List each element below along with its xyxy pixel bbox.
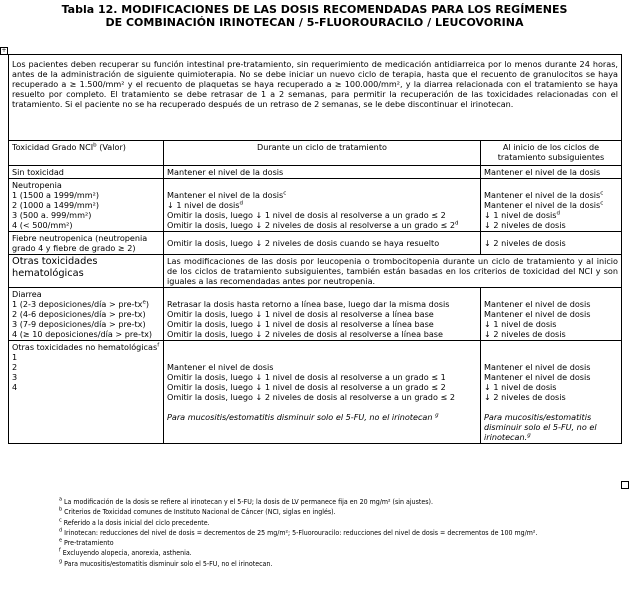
cell-during: Mantener el nivel de la dosis bbox=[164, 166, 481, 179]
footnote: $^e$ Pre-tratamiento bbox=[59, 537, 114, 548]
table-move-handle-icon[interactable]: + bbox=[1, 47, 7, 54]
table-row bbox=[9, 341, 622, 444]
footnote: $^a$ La modificación de la dosis se refiere al irinotecan y el 5-FU; la dosis de LV permanece fija en 20 mg/m² (sin ajustes). bbox=[59, 496, 433, 506]
cell-start: Mantener el nivel de la dosis$^c$ Mantener el nivel de la dosis$^c$ ↓ 1 nivel de dosis$^d$ ↓ 2 niveles de dosis bbox=[481, 179, 622, 232]
cell-start: ↓ 2 niveles de dosis bbox=[481, 232, 622, 255]
cell-otras-hemato-text: Las modificaciones de las dosis por leucopenia o trombocitopenia durante un ciclo de tratamiento y al inicio de los ciclos de tratamiento subsiguientes, también están basadas en los criterios de toxicidad del NCI y son iguales a las recomendadas antes por neutropenia. bbox=[164, 255, 622, 288]
header-toxicity: Toxicidad Grado NCI$^b$ (Valor) bbox=[9, 141, 164, 166]
title-line-1: Tabla 12. MODIFICACIONES DE LAS DOSIS RECOMENDADAS PARA LOS REGÍMENES bbox=[61, 3, 568, 16]
footnote: $^d$ Irinotecan: reducciones del nivel de dosis = decrementos de 25 mg/m²; 5-Fluorouracilo: reducciones del nivel de dosis = decrementos de 100 mg/m². bbox=[59, 527, 538, 537]
row-label-sin-toxicidad: Sin toxicidad bbox=[9, 166, 164, 179]
dose-modification-table bbox=[8, 54, 622, 444]
cell-start: Mantener el nivel de la dosis bbox=[481, 166, 622, 179]
table-row bbox=[9, 232, 622, 255]
header-subsequent-cycles: Al inicio de los ciclos de tratamiento subsiguientes bbox=[481, 141, 622, 166]
header-during-cycle: Durante un ciclo de tratamiento bbox=[164, 141, 481, 166]
cell-end-marker-icon bbox=[621, 481, 629, 489]
table-row bbox=[9, 166, 622, 179]
cell-during: Mantener el nivel de dosis Omitir la dosis, luego ↓ 1 nivel de dosis al resolverse a un grado ≤ 1 Omitir la dosis, luego ↓ 1 nivel de dosis al resolverse a un grado ≤ 2 Omitir la dosis, luego ↓ 2 niveles de dosis al resolverse a un grado ≤ 2 Para mucositis/estomatitis disminuir solo el 5-FU, no el irinotecan $^g$ bbox=[164, 341, 481, 444]
row-label-neutropenia: Neutropenia 1 (1500 a 1999/mm²) 2 (1000 a 1499/mm²) 3 (500 a. 999/mm²) 4 (< 500/mm²) bbox=[9, 179, 164, 232]
footnote: $^b$ Criterios de Toxicidad comunes de Instituto Nacional de Cáncer (NCI, siglas en inglés). bbox=[59, 506, 336, 517]
footnote: $^g$ Para mucositis/estomatitis disminuir solo el 5-FU, no el irinotecan. bbox=[59, 558, 273, 568]
row-label-otras-no-hemato: Otras toxicidades no hematológicas$^f$ 1 2 3 4 bbox=[9, 341, 164, 444]
cell-during: Retrasar la dosis hasta retorno a línea base, luego dar la misma dosis Omitir la dosis, luego ↓ 1 nivel de dosis al resolverse a línea base Omitir la dosis, luego ↓ 1 nivel de dosis al resolverse a línea base Omitir la dosis, luego ↓ 2 niveles de dosis al resolverse a línea base bbox=[164, 288, 481, 341]
cell-during: Omitir la dosis, luego ↓ 2 niveles de dosis cuando se haya resuelto bbox=[164, 232, 481, 255]
cell-during: Mantener el nivel de la dosis$^c$ ↓ 1 nivel de dosis$^d$ Omitir la dosis, luego ↓ 1 nivel de dosis al resolverse a un grado ≤ 2 Omitir la dosis, luego ↓ 2 niveles de dosis al resolverse a un grado ≤ $2^d$ bbox=[164, 179, 481, 232]
intro-paragraph: Los pacientes deben recuperar su función intestinal pre-tratamiento, sin requerimiento de medicación antidiarreica por lo menos durante 24 horas, antes de la administración de siguiente quimioterapia. No se debe iniciar un nuevo ciclo de terapia, hasta que el recuento de granulocitos se haya recuperado a ≥ 1.500/mm² y el recuento de plaquetas se haya recuperado a ≥ 100.000/mm², y la diarrea relacionada con el tratamiento se haya resuelto por completo. El tratamiento se debe retrasar de 1 a 2 semanas, para permitir la recuperación de las toxicidades relacionadas con el tratamiento. Si el paciente no se ha recuperado después de un retraso de 2 semanas, se le debe discontinuar el irinotecan. bbox=[9, 55, 622, 141]
table-row bbox=[9, 255, 622, 288]
table-row bbox=[9, 179, 622, 232]
table-header-row bbox=[9, 141, 622, 166]
footnotes bbox=[59, 497, 619, 569]
cell-start: Mantener el nivel de dosis Mantener el nivel de dosis ↓ 1 nivel de dosis ↓ 2 niveles de dosis Para mucositis/estomatitis disminuir solo el 5-FU, no el irinotecan.$^g$ bbox=[481, 341, 622, 444]
title-line-2: DE COMBINACIÓN IRINOTECAN / 5-FLUOROURACILO / LEUCOVORINA bbox=[105, 16, 524, 29]
row-label-diarrea: Diarrea 1 (2-3 deposiciones/día > pre-$tx^e$) 2 (4-6 deposiciones/día > pre-tx) 3 (7-9 deposiciones/día > pre-tx) 4 (≥ 10 deposiciones/día > pre-tx) bbox=[9, 288, 164, 341]
table-row bbox=[9, 288, 622, 341]
cell-start: Mantener el nivel de dosis Mantener el nivel de dosis ↓ 1 nivel de dosis ↓ 2 niveles de dosis bbox=[481, 288, 622, 341]
footnote: $^f$ Excluyendo alopecia, anorexia, asthenia. bbox=[59, 548, 192, 558]
row-label-otras-hemato: Otras toxicidades hematológicas bbox=[9, 255, 164, 288]
row-label-fiebre: Fiebre neutropenica (neutropenia grado 4 y fiebre de grado ≥ 2) bbox=[9, 232, 164, 255]
page-title bbox=[0, 3, 629, 29]
footnote: $^c$ Referido a la dosis inicial del ciclo precedente. bbox=[59, 517, 210, 527]
